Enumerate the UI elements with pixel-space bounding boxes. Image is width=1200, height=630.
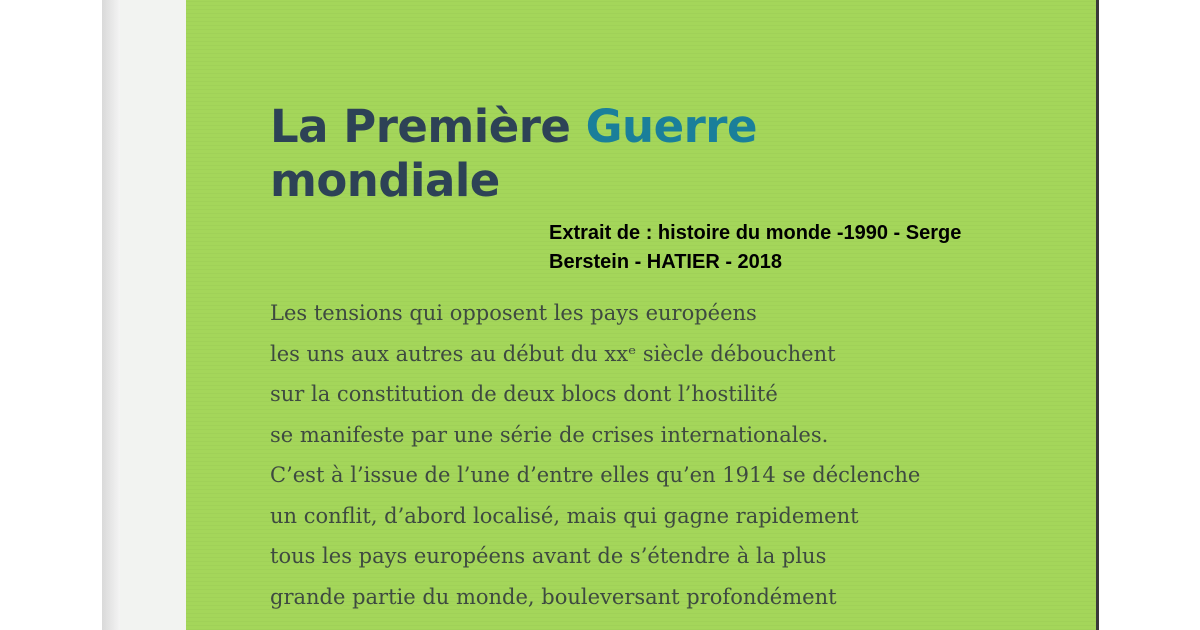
caption-line-2: Berstein - HATIER - 2018 <box>549 251 783 273</box>
paragraph-line-3: sur la constitution de deux blocs dont l’hostilité <box>270 382 778 406</box>
paragraph-line-5: C’est à l’issue de l’une d’entre elles qu’en 1914 se déclenche <box>270 463 921 487</box>
title-part-3: mondiale <box>270 154 500 207</box>
page-fold-shadow <box>102 0 120 630</box>
caption-line-1: Extrait de : histoire du monde -1990 - Serge <box>549 222 962 244</box>
title-part-2: Guerre <box>585 100 758 153</box>
title-part-1: La Première <box>270 100 571 153</box>
paragraph-line-4: se manifeste par une série de crises internationales. <box>270 422 829 447</box>
paragraph-line-8: grande partie du monde, bouleversant profondément <box>270 584 837 609</box>
paragraph-line-7: tous les pays européens avant de s’étendre à la plus <box>270 544 827 568</box>
paragraph-line-6: un conflit, d’abord localisé, mais qui gagne rapidement <box>270 503 859 528</box>
paragraph-line-2: les uns aux autres au début du xxᵉ siècle débouchent <box>270 341 836 366</box>
intro-paragraph <box>270 293 1070 617</box>
page-edge-line <box>1096 0 1099 630</box>
page-margin <box>120 0 186 630</box>
page-title <box>270 100 757 208</box>
source-caption <box>549 219 1109 277</box>
paragraph-line-1: Les tensions qui opposent les pays européens <box>270 301 757 325</box>
